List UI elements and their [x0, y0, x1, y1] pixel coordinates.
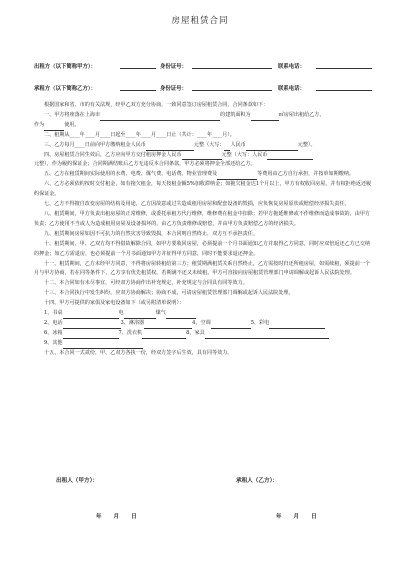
clause-4-text-b: 元整（大写：人民币	[221, 151, 268, 158]
usage-field[interactable]	[44, 124, 64, 131]
clause-4-text-a: 四、房屋租赁合同生效后，乙方应向甲方交付租房押金人民币	[44, 151, 182, 158]
lessor-signature-label: 出租人（甲方）：	[56, 478, 98, 484]
equipment-row-2	[34, 319, 374, 329]
deposit-words-field[interactable]	[267, 153, 313, 160]
equipment-ac-label: 4、空调	[192, 319, 211, 326]
party-a-phone-label: 联系电话：	[278, 64, 305, 70]
party-a-label: 出租方（以下简称甲方）：	[34, 64, 96, 70]
equipment-shower-field[interactable]	[144, 322, 192, 329]
clause-12: 十二、本合同如有未尽事宜，可经双方协商作出补充规定，补充规定与合同具有同等效力。	[44, 280, 248, 287]
party-b-phone-field[interactable]	[316, 84, 372, 91]
intro-paragraph: 根据国家和省、市的有关法规，经甲乙双方充分协商，一致同意签订房屋租赁合同，合同条款如下：	[44, 102, 269, 108]
party-b-phone-label: 联系电话：	[278, 86, 305, 92]
clause-9: 九、租赁期间房屋如因不可抗力的自然灾害导致毁损，本合同则自然终止，双方互不承担责任。	[44, 230, 258, 237]
equipment-electric-label: 电	[118, 310, 124, 317]
equipment-washer-field[interactable]	[142, 332, 186, 339]
clause-13: 十三、本合同执行中发生纠纷，应双方协商解决；协商不成，可请房屋租赁管理部门调解或起诉人民法院处理。	[44, 290, 294, 297]
equipment-other-label: 9、其他	[44, 339, 63, 346]
equipment-row-1	[34, 309, 374, 319]
equipment-row-4	[34, 339, 374, 349]
equipment-row-3	[34, 329, 374, 339]
page-title: 房屋租赁合同	[171, 16, 229, 26]
clause-2: 二、租期从____年____月____日起至____年____月____日止（共计：____年____月）。	[44, 131, 236, 138]
equipment-gas-field[interactable]	[166, 312, 196, 319]
equipment-furniture-field[interactable]	[205, 332, 329, 339]
party-b-name-field[interactable]	[120, 84, 156, 91]
party-a-id-field[interactable]	[192, 62, 272, 69]
other-fees-field[interactable]	[217, 173, 257, 180]
equipment-shower-label: 3、淋浴器	[120, 319, 145, 326]
equipment-desk-field[interactable]	[63, 312, 119, 319]
clause-3-text-b: 元整（大写：	[193, 141, 225, 148]
equipment-washer-label: 7、洗衣机	[118, 329, 143, 336]
clause-3-text-c: 人民币	[230, 141, 246, 148]
clause-10: 十、租赁期间，甲、乙双方均不得借故解除合同，如甲方要收回房屋，必须提前一个月书面通知乙方并取得乙方同意，同时应双倍返还乙方已交纳的押金；如乙方需退房，也必须提前一个月书面通知甲方并征得甲方同意，同时不能要求退还押金。	[34, 240, 371, 257]
equipment-furniture-label: 8、家具	[186, 329, 205, 336]
party-a-line	[34, 62, 376, 73]
clause-11: 十一、租赁期间，乙方未经甲方同意，不得将房屋转租给第三方；租赁期满租赁关系自然终止，乙方需按时归还所租房屋，如需续租，须提前一个月与甲方协商，若在同等条件下，乙方享有优先租赁权。若期满不还又未续租，甲方可直接向房屋租赁管理部门申请调解或起诉人民法院处理。	[34, 260, 371, 277]
contract-body	[34, 101, 374, 359]
equipment-desk-label: 1、书桌	[44, 310, 63, 317]
clause-1	[34, 111, 374, 121]
deposit-amount-field[interactable]	[182, 153, 222, 160]
clause-4	[34, 151, 374, 161]
clause-5-text-a: 五、乙方在租赁期间实际使用的水费、电费、煤气费、电话费、物业管理费及	[44, 171, 218, 178]
equipment-phone-field[interactable]	[63, 322, 121, 329]
lessee-signature-label: 承租人（乙方）：	[236, 478, 278, 484]
clause-5-text-b: 等费用由乙方自行承担，并按单如期缴纳。	[257, 171, 354, 178]
equipment-other-field[interactable]	[63, 342, 143, 349]
equipment-gas-label: 煤气	[155, 310, 166, 317]
clause-8: 八、租赁期间，甲方负责出租房屋的正常维修，或委托承租方代行维修，维修费在租金中扣除；若甲方拖延维修或不作维修而造成事故的，由甲方负责；乙方使用不当或人为造成租用房屋及设备损坏的，由乙方负责维修或赔偿，并由甲方负责赔偿乙方的经济损失。	[34, 210, 371, 227]
equipment-ac-field[interactable]	[211, 322, 251, 329]
rent-words-amount-field[interactable]	[246, 144, 298, 151]
party-b-label: 承租方（以下简称乙方）：	[34, 86, 96, 92]
party-b-line	[34, 84, 376, 95]
clause-15: 十五、本合同一式贰份，甲、乙双方各执一份，经双方签字后生效，具有同等效力。	[44, 349, 233, 356]
clause-14: 十四、甲方可提供的家俱及家电设备如下（或另附清单说明）：	[44, 300, 185, 307]
clause-4-cont: 元整），作为履约保证金；合同期满结账后乙方无违反本合同条款，甲方必须将押金全部还给乙方。	[34, 161, 256, 168]
party-a-id-label: 身份证号：	[160, 64, 187, 70]
equipment-fridge-field[interactable]	[63, 332, 119, 339]
rent-amount-field[interactable]	[146, 144, 194, 151]
clause-1-text-e: 使用。	[64, 121, 80, 128]
equipment-fridge-label: 6、冰箱	[44, 329, 63, 336]
party-a-phone-field[interactable]	[316, 62, 372, 69]
clause-1-usage	[34, 121, 374, 131]
clause-3	[34, 141, 374, 151]
clause-6: 六、乙方必须依约按时交付租金，如有拖欠租金，每天按租金额5%加收滞纳金；如拖欠租金达1个月以上，甲方有权收回房屋，并有权拒绝返还履约保证金。	[34, 181, 372, 198]
equipment-electric-field[interactable]	[124, 312, 156, 319]
party-a-name-field[interactable]	[120, 62, 156, 69]
clause-3-text-a: 三、乙方每月____日前向甲方缴纳租金人民币	[44, 141, 146, 148]
party-b-id-label: 身份证号：	[160, 86, 187, 92]
clause-1-text-b: 的建筑面积为	[220, 111, 251, 118]
area-field[interactable]	[251, 114, 279, 121]
clause-1-text-d: 作为	[34, 121, 45, 128]
lessee-date: 年 月 日	[276, 514, 317, 520]
equipment-tv-label: 5、彩电	[250, 319, 270, 326]
clause-5	[34, 170, 374, 180]
equipment-tv-field[interactable]	[269, 322, 325, 329]
clause-7: 七、乙方不得擅自改变房屋的结构及用途，乙方因故意或过失造成租用房屋和配套设备的毁损，应负恢复房屋原状或赔偿经济损失责任。	[44, 201, 350, 208]
clause-1-text-c: ㎡房屋出租给乙方，	[278, 111, 325, 118]
clause-1-text-a: 一、甲方将座落在上海市	[44, 111, 101, 118]
property-address-field[interactable]	[100, 114, 220, 121]
lessor-date: 年 月 日	[96, 514, 137, 520]
clause-3-text-d: 元整）。	[297, 141, 316, 148]
party-b-id-field[interactable]	[192, 84, 272, 91]
equipment-phone-label: 2、电话	[44, 319, 63, 326]
